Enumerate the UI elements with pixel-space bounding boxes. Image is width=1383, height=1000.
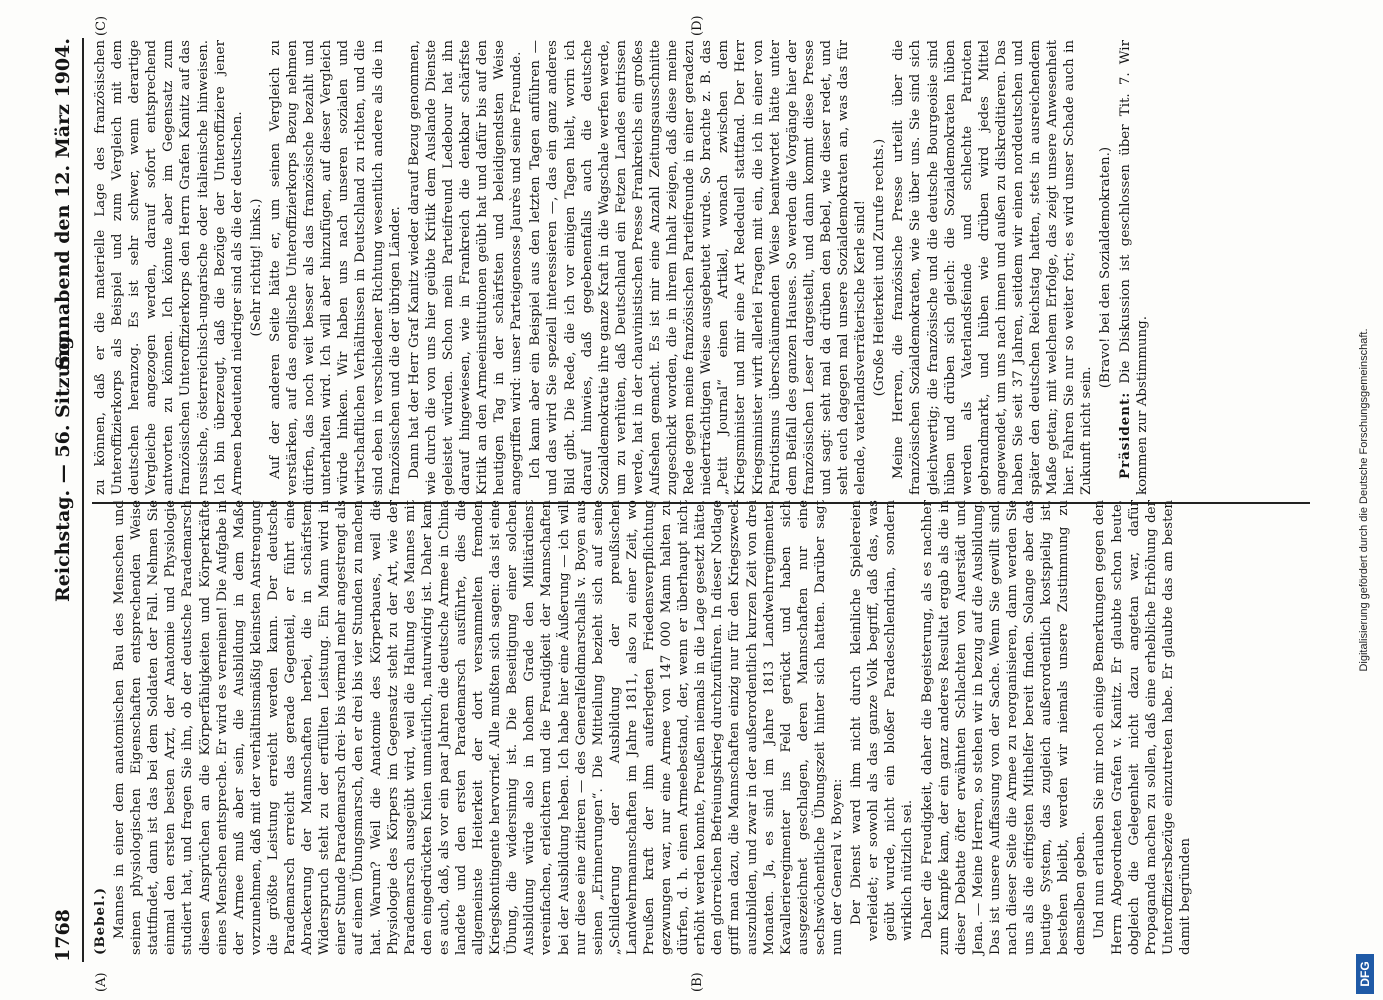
interjection: (Sehr richtig! links.) <box>248 198 264 337</box>
speaker-label: (Bebel.) <box>92 886 108 955</box>
interjection: (Bravo! bei den Sozialdemokraten.) <box>1098 146 1114 389</box>
digitization-credit: Digitalisierung gefördert durch die Deutsche Forschungsgemeinschaft. <box>1358 328 1370 672</box>
paragraph: Ich kann aber ein Beispiel aus den letzten Tagen anführen — und das wird Sie speziell interessieren —, das ein ganz anderes Bild gibt. Die Rede, die ich vor einigen Tagen hielt, worin ich darauf hinwies, daß gegebenenfalls auch die deutsche Sozialdemokratie ihre ganze Kraft in die Wagschale werfen werde, um zu verhüten, daß Deutschland ein Fetzen Landes entrissen werde, hat in der chauvinistischen Presse Frankreichs ein großes Aufsehen gemacht. Es ist mir eine Anzahl Zeitungsausschnitte zugeschickt worden, die in ihrem Inhalt zeigen, daß diese meine Rede gegen meine französischen Parteifreunde in einer geradezu niederträchtigen Weise ausgebeutet wurde. So brachte z. B. das „Petit Journal“ einen Artikel, wonach zwischen dem Kriegsminister und mir eine Art Rededuell stattfand. Der Herr Kriegsminister wirft allerlei Fragen mit ein, die ich in einer von Patriotismus überschäumenden Weise beantwortet hätte unter dem Beifall des ganzen Hauses. So werden die Vorgänge hier der französischen Leser dargestellt, und dann kommt diese Presse und sagt: seht mal da drüben den Bebel, wie dieser redet, und seht euch dagegen mal unsere Sozialdemokraten an, was das für elende, vaterlandsverräterische Kerle sind! <box>528 40 869 495</box>
paragraph: Auf der anderen Seite hätte er, um seinen Vergleich zu verstärken, auf das englische Unteroffizierkorps Bezug nehmen dürfen, das noch weit besser als das französische bezahlt und unterhalten wird. Ich will aber hinzufügen, auf dieser Vergleich würde hinken. Wir haben uns nach unseren sozialen und wirtschaftlichen Verhältnissen in Deutschland zu richten, und die sind eben in verschiedener Richtung wesentlich andere als die in französischen und die der übrigen Länder. <box>267 40 403 495</box>
president-statement <box>1117 40 1151 495</box>
president-text: Die Diskussion ist geschlossen über Tit. 7. Wir kommen zur Abstimmung. <box>1117 40 1150 495</box>
margin-marker-c: (C) <box>94 15 109 36</box>
margin-marker-a: (A) <box>94 972 109 992</box>
paragraph: Daher die Freudigkeit, daher die Begeisterung, als es nachher zum Kampfe kam, der ein ganz anderes Resultat ergab als die in dieser Debatte öfter erwähnten Schlachten von Auerstädt und Jena. — Meine Herren, so stehen wir in bezug auf die Ausbildung. Das ist unsere Auffassung von der Sache. Wenn Sie gewillt sind, nach dieser Seite die Armee zu reorganisieren, dann werden Sie uns als die eifrigsten Mithelfer bereit finden. Solange aber das heutige System, das zugleich außerordentlich kostspielig ist, bestehen bleibt, werden wir niemals unsere Zustimmung zu demselben geben. <box>919 500 1089 955</box>
quote-block: Der Dienst ward ihm nicht durch kleinliche Spielereien verleidet; er sowohl als das ganze Volk begriff, daß das, was geübt wurde, nicht ein bloßer Paradeschlendrian, sondern wirklich nützlich sei. <box>849 500 916 941</box>
dfg-logo: DFG <box>1356 954 1374 994</box>
paragraph: zu können, daß er die materielle Lage des französischen Unteroffizierkorps als Beispiel und zum Vergleich mit dem deutschen heranzog. Es ist sehr schwer, wenn derartige Vergleiche angezogen werden, darauf sofort entsprechend antworten zu können. Ich könnte aber im Gegensatz zum französischen Unteroffizierkorps den Herrn Grafen Kanitz auf das russische, österreichisch-ungarische oder italienische hinweisen. Ich bin überzeugt, daß die Bezüge der Unteroffiziere jener Armeen bedeutend niedriger sind als die der deutschen. <box>93 40 245 495</box>
paragraph: Meine Herren, die französische Presse urteilt über die französischen Sozialdemokraten, wie Sie über uns. Sie sind sich gleichwertig; die französische und die deutsche Bourgeoisie sind hüben und drüben sich gleich: die Sozialdemokraten hüben werden als Vaterlandsfeinde und schlechte Patrioten gebrandmarkt, und hüben wie drüben wird jedes Mittel angewendet, um uns nach innen und außen zu diskreditieren. Das haben Sie seit 37 Jahren, seitdem wir einen norddeutschen und später den deutschen Reichstag hatten, stets in ausreichendem Maße getan; mit welchem Erfolge, das zeigt unsere Anwesenheit hier. Fahren Sie nur so weiter fort; es wird unser Schade auch in Zukunft nicht sein. <box>891 40 1095 495</box>
column-divider <box>92 502 1310 504</box>
paragraph: Und nun erlauben Sie mir noch einige Bemerkungen gegen den Herrn Abgeordneten Grafen v. Kanitz. Er glaubte schon heute, obgleich die Gelegenheit nicht dazu angetan war, dafür Propaganda machen zu sollen, daß eine erhebliche Erhöhung der Unteroffiziersbezüge einzutreten habe. Er glaubte das am besten damit begründen <box>1092 500 1193 955</box>
header-rule <box>82 38 84 962</box>
right-column <box>92 40 1153 495</box>
margin-marker-d: (D) <box>690 15 705 36</box>
paragraph: Mannes in einer dem anatomischen Bau des Menschen und seinen physiologischen Eigenschaften entsprechenden Weise stattfindet, dann ist das bei dem Soldaten der Fall. Nehmen Sie einmal den ersten besten Arzt, der Anatomie und Physiologie studiert hat, und fragen Sie ihn, ob der deutsche Parademarsch diesen Ansprüchen an die Körperfähigkeiten und Körperkräfte eines Menschen entspreche. Er wird es verneinen! Die Aufgabe in der Armee muß aber sein, die Ausbildung in dem Maße vorzunehmen, daß mit der verhältnismäßig kleinsten Anstrengung die größte Leistung erreicht werden kann. Der deutsche Parademarsch erreicht das gerade Gegenteil, er führt eine Abrackerung der Mannschaften herbei, die in schärfstem Widerspruch steht zu der erfüllten Leistung. Ein Mann wird in einer Stunde Parademarsch drei- bis viermal mehr angestrengt als auf einem Übungsmarsch, den er drei bis vier Stunden zu machen hat. Warum? Weil die Anatomie des Körperbaues, weil die Physiologie des Körpers im Gegensatz steht zu der Art, wie der Parademarsch ausgeübt wird, weil die Haltung des Mannes mit den eingedrückten Knien unnatürlich, naturwidrig ist. Daher kam es auch, daß, als vor ein paar Jahren die deutsche Armee in China landete und den ersten Parademarsch ausführte, dies die allgemeinste Heiterkeit der dort versammelten fremden Kriegskontingente hervorrief. Alle mußten sich sagen: das ist eine Übung, die widersinnig ist. Die Beseitigung einer solchen Ausbildung würde also in hohem Grade den Militärdienst vereinfachen, erleichtern und die Freudigkeit der Mannschaften bei der Ausbildung heben. Ich habe hier eine Äußerung — ich will nur diese eine zitieren — des Generalfeldmarschalls v. Boyen aus seinen „Erinnerungen“. Die Mitteilung bezieht sich auf seine „Schilderung der Ausbildung der preußischen Landwehrmannschaften im Jahre 1811, also zu einer Zeit, wo Preußen kraft der ihm auferlegten Friedensverpflichtung gezwungen war, nur eine Armee von 147 000 Mann halten zu dürfen, d. h. einen Armeebestand, der, wenn er überhaupt nicht erhöht werden konnte, Preußen niemals in die Lage gesetzt hätte, den glorreichen Befreiungskrieg durchzuführen. In dieser Notlage griff man dazu, die Mannschaften einzig nur für den Kriegszweck auszubilden, und zwar in der außerordentlich kurzen Zeit von drei Monaten. Ja, es sind im Jahre 1813 Landwehrregimenter, Kavallerieregimenter ins Feld gerückt und haben sich ausgezeichnet geschlagen, deren Mannschaften nur eine sechswöchentliche Übungszeit hinter sich hatten. Darüber sagt nun der General v. Boyen: <box>112 500 846 955</box>
session-title: Reichstag. — 56. Sitzung. <box>52 329 74 602</box>
left-column <box>92 500 1196 955</box>
page-header <box>48 38 78 962</box>
session-date: Sonnabend den 12. März 1904. <box>52 38 74 370</box>
president-label: Präsident: <box>1116 391 1133 479</box>
page-number: 1768 <box>52 909 74 962</box>
margin-marker-b: (B) <box>690 972 705 992</box>
paragraph: Dann hat der Herr Graf Kanitz wieder darauf Bezug genommen, wie durch die von uns hier geübte Kritik dem Auslande Dienste geleistet würden. Schon mein Parteifreund Ledebour hat ihn darauf hingewiesen, wie in Frankreich die denkbar schärfste Kritik an den Armeeinstitutionen geübt hat und dafür bis auf den heutigen Tag in der schärfsten und beleidigendsten Weise angegriffen wird: unser Parteigenosse Jaurès und seine Freunde. <box>406 40 525 495</box>
interjection: (Große Heiterkeit und Zurufe rechts.) <box>872 138 888 397</box>
